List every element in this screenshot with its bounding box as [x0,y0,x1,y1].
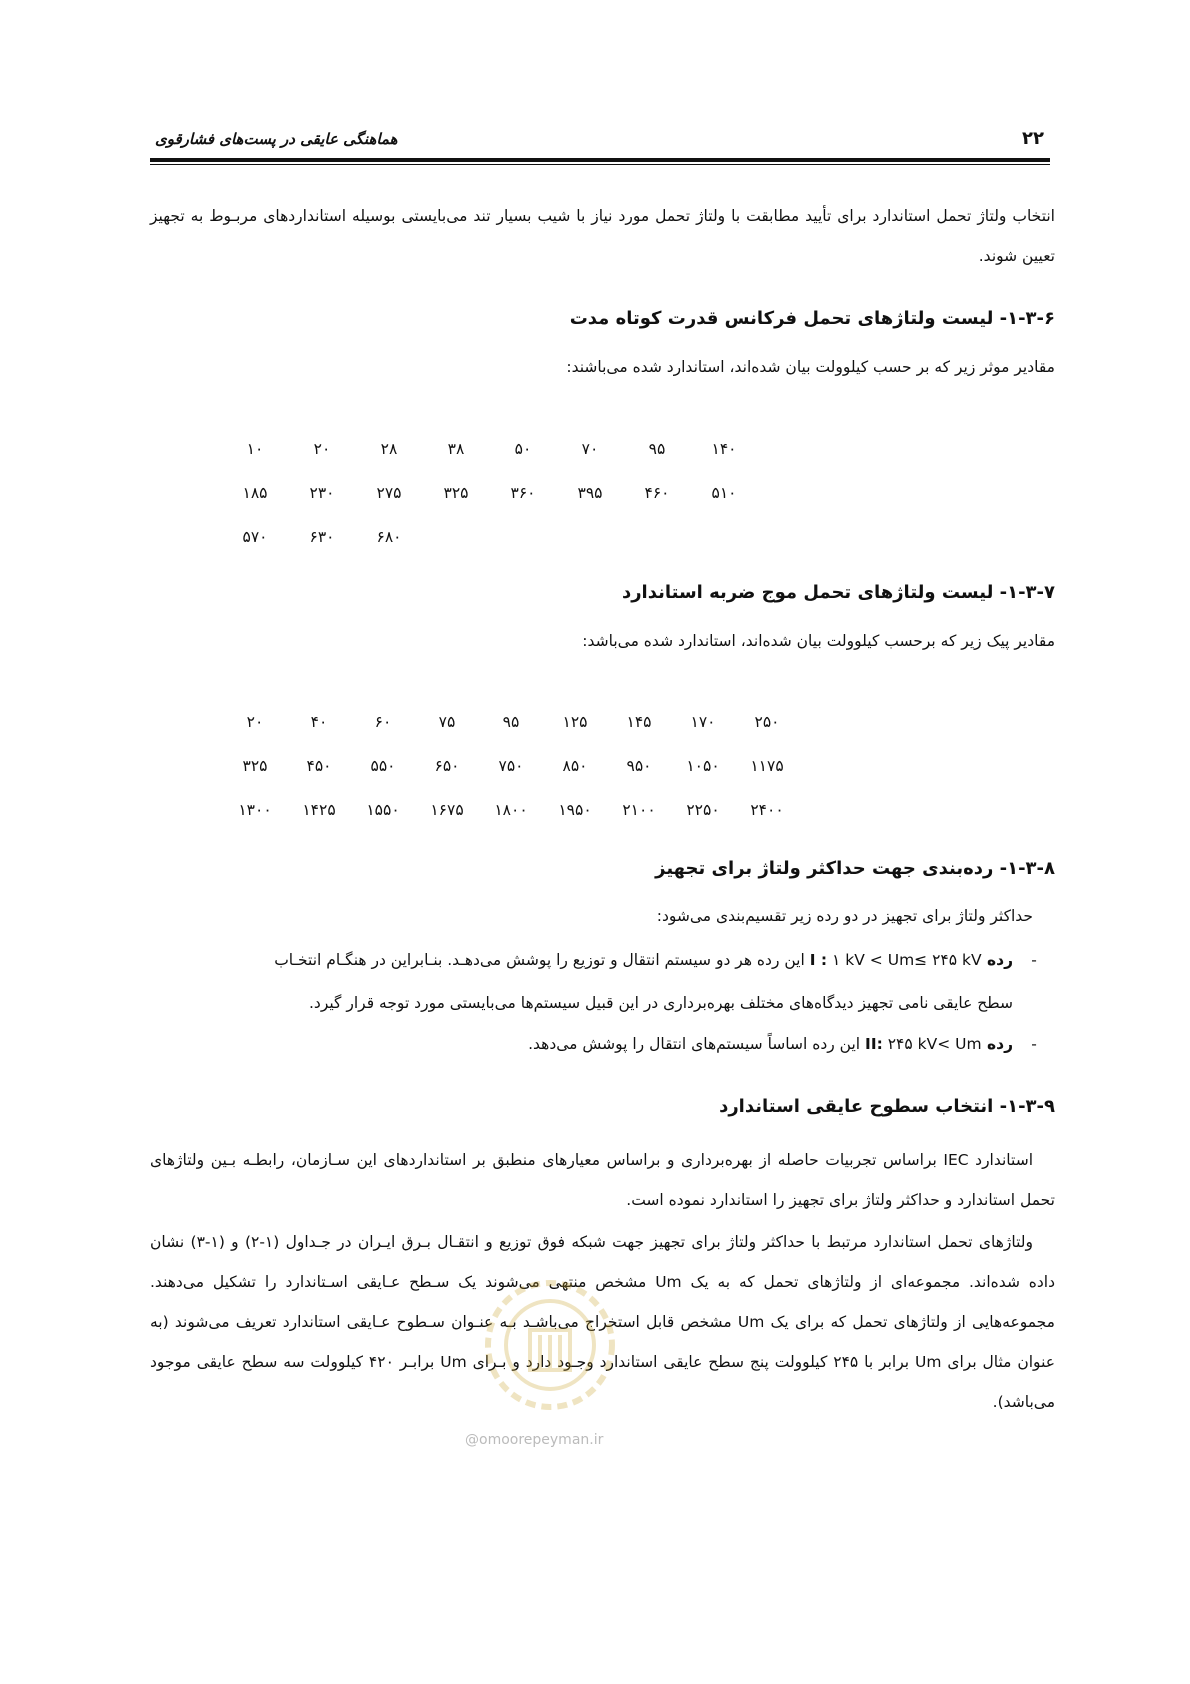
table-cell: ۳۲۵ [242,757,268,775]
section-paragraph-1: استاندارد IEC براساس تجربیات حاصله از بهره‌برداری و براساس معیارهای منطبق بر استانداردهای این سـازمان، رابطـه بـین ولتاژهای تحمل استاندارد و حداکثر ولتاژ برای تجهیز را استاندارد نموده است. [150,1151,1055,1209]
section-heading-1-3-8: ۱-۳-۸- رده‌بندی جهت حداکثر ولتاژ برای تجهیز [655,858,1055,879]
table-cell: ۶۳۰ [309,528,335,546]
bullet-dash: - [1031,1035,1037,1053]
header-rule-thin [150,164,1050,165]
table-cell: ۵۷۰ [242,528,268,546]
section-note-1-3-8: حداکثر ولتاژ برای تجهیز در دو رده زیر تقسیم‌بندی می‌شود: [656,907,1033,925]
table-cell: ۱۶۷۵ [430,801,464,819]
section-heading-1-3-7: ۱-۳-۷- لیست ولتاژهای تحمل موج ضربه استاندارد [621,582,1055,603]
table-cell: ۱۰۵۰ [686,757,720,775]
table-cell: ۲۰ [313,440,331,458]
table-cell: ۱۵۵۰ [366,801,400,819]
table-cell: ۲۴۰۰ [750,801,784,819]
table-cell: ۸۵۰ [562,757,588,775]
section-note-1-3-6: مقادیر موثر زیر که بر حسب کیلوولت بیان شده‌اند، استاندارد شده می‌باشند: [566,358,1055,376]
running-title: هماهنگی عایقی در پست‌های فشارقوی [155,130,398,148]
table-cell: ۶۵۰ [434,757,460,775]
header-rule-thick [150,158,1050,162]
bullet-continuation-class-1: سطح عایقی نامی تجهیز دیدگاه‌های مختلف بهره‌برداری در این قبیل سیستم‌ها می‌بایستی مورد توجه قرار گیرد. [309,994,1013,1012]
table-cell: ۳۲۵ [443,484,469,502]
section-heading-1-3-9: ۱-۳-۹- انتخاب سطوح عایقی استاندارد [719,1096,1055,1117]
bullet-formula-class-1: ۱ kV < Um≤ ۲۴۵ kV [832,951,982,969]
bullet-dash: - [1031,951,1037,969]
table-cell: ۹۵۰ [626,757,652,775]
table-cell: ۱۴۲۵ [302,801,336,819]
table-cell: ۲۷۵ [376,484,402,502]
bullet-label-class-1: رده I : [809,951,1013,969]
table-cell: ۱۴۰ [711,440,737,458]
table-cell: ۱۴۵ [626,713,652,731]
table-cell: ۷۰ [581,440,599,458]
bullet-text-class-2: این رده اساساً سیستم‌های انتقال را پوشش می‌دهد. [528,1035,861,1053]
bullet-class-2 [150,1024,1055,1064]
table-cell: ۹۵ [502,713,520,731]
table-cell: ۴۵۰ [306,757,332,775]
section-paragraph-2: ولتاژهای تحمل استاندارد مرتبط با حداکثر ولتاژ برای تجهیز جهت شبکه فوق توزیع و انتقـال بـرق ایـران در جـداول (۱-۲) و (۱-۳) نشان داده شده‌اند. مجموعه‌ای از ولتاژهای تحمل که به یک Um مشخص منتهی می‌شوند یک سـطح عـایقی اسـتاندارد را تشکیل می‌دهند. مجموعه‌هایی از ولتاژهای تحمل که برای یک Um مشخص قابل استخراج می‌باشـد بـه عنـوان سـطوح عـایقی استاندارد تعریف می‌شوند (به عنوان مثال برای Um برابر با ۲۴۵ کیلوولت پنج سطح عایقی استاندارد وجـود دارد و بـرای Um برابـر ۴۲۰ کیلوولت سه سطح عایقی موجود می‌باشد). [150,1233,1055,1411]
table-cell: ۳۸ [447,440,465,458]
page-number: ۲۲ [1022,128,1044,149]
table-cell: ۱۸۰۰ [494,801,528,819]
table-cell: ۶۰ [374,713,392,731]
table-cell: ۲۰ [246,713,264,731]
table-cell: ۲۳۰ [309,484,335,502]
table-cell: ۱۱۷۵ [750,757,784,775]
table-cell: ۵۰ [514,440,532,458]
table-cell: ۷۵ [438,713,456,731]
watermark-logo [483,1275,617,1425]
table-cell: ۶۸۰ [376,528,402,546]
intro-paragraph: انتخاب ولتاژ تحمل استاندارد برای تأیید مطابقت با ولتاژ تحمل مورد نیاز با شیب بسیار تند می‌بایستی بوسیله استانداردهای مربـوط به تجهیز تعیین شوند. [150,207,1055,265]
section-note-1-3-7: مقادیر پیک زیر که برحسب کیلوولت بیان شده‌اند، استاندارد شده می‌باشد: [582,632,1055,650]
watermark-text: @omoorepeyman.ir [465,1432,604,1448]
bullet-text-class-1: این رده هر دو سیستم انتقال و توزیع را پوشش می‌دهـد. بنـابراین در هنگـام انتخـاب [274,951,805,969]
table-cell: ۳۶۰ [510,484,536,502]
table-cell: ۱۷۰ [690,713,716,731]
table-cell: ۵۵۰ [370,757,396,775]
bullet-formula-class-2: ۲۴۵ kV< Um [887,1035,982,1053]
section-heading-1-3-6: ۱-۳-۶- لیست ولتاژهای تحمل فرکانس قدرت کوتاه مدت [569,308,1055,329]
bullet-label-class-2: رده II: [865,1035,1013,1053]
table-cell: ۲۲۵۰ [686,801,720,819]
table-cell: ۱۳۰۰ [238,801,272,819]
table-cell: ۲۵۰ [754,713,780,731]
table-cell: ۱۰ [246,440,264,458]
table-cell: ۵۱۰ [711,484,737,502]
table-cell: ۷۵۰ [498,757,524,775]
table-cell: ۲۱۰۰ [622,801,656,819]
table-cell: ۳۹۵ [577,484,603,502]
table-cell: ۱۹۵۰ [558,801,592,819]
table-cell: ۴۶۰ [644,484,670,502]
table-cell: ۴۰ [310,713,328,731]
table-cell: ۱۲۵ [562,713,588,731]
table-cell: ۹۵ [648,440,666,458]
table-cell: ۱۸۵ [242,484,268,502]
table-cell: ۲۸ [380,440,398,458]
bullet-class-1 [150,940,1055,980]
